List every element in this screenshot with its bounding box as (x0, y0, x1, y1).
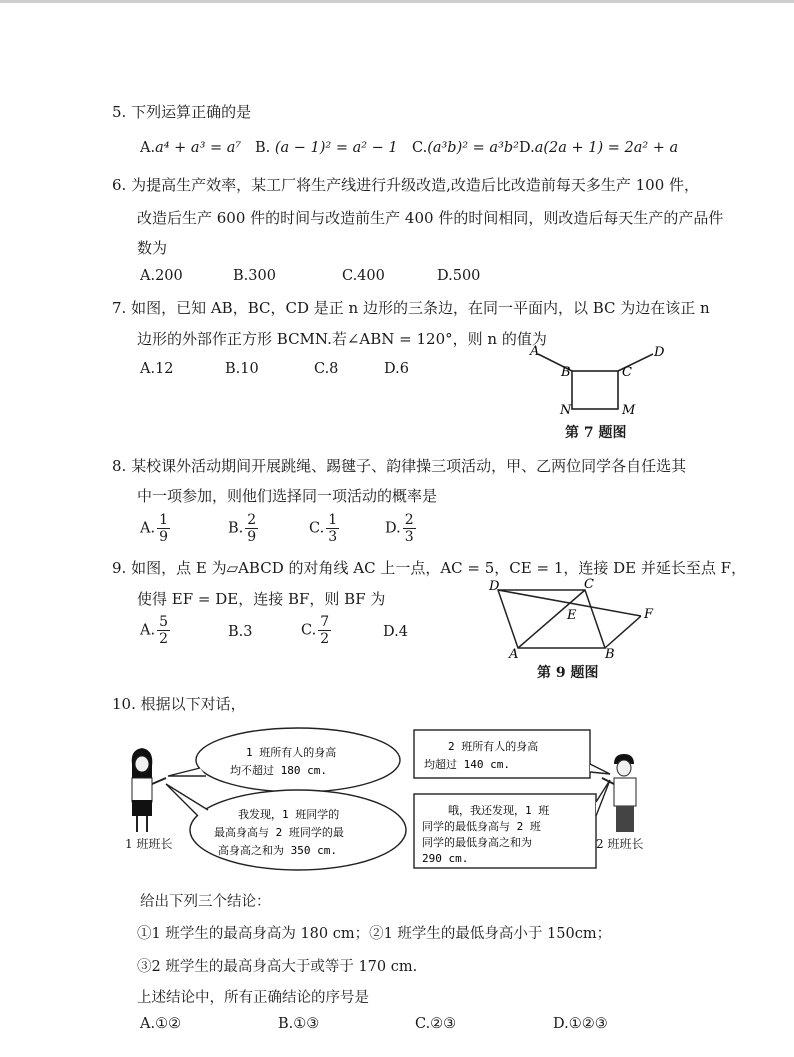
q10-bubble-4-line-2: 同学的最低身高与 2 班 (422, 820, 541, 833)
q8-option-a (140, 512, 170, 545)
q10-dialogue-illustration (118, 720, 658, 880)
q7-option-a: A.12 (140, 361, 174, 377)
q6-line-1: 6. 为提高生产效率，某工厂将生产线进行升级改造,改造后比改造前每天多生产 100 件， (112, 176, 700, 194)
q8-option-d (385, 512, 416, 545)
q6-option-c: C.400 (342, 268, 385, 284)
q8-option-b-numerator: 2 (247, 512, 257, 528)
q7-line-2: 边形的外部作正方形 BCMN.若∠ABN = 120°，则 n 的值为 (137, 330, 547, 348)
q7-label-n: N (560, 403, 572, 418)
q10-bubble-3-line-2: 均超过 140 cm. (424, 758, 510, 771)
q8-option-c-numerator: 1 (328, 512, 338, 528)
q7-option-c: C.8 (314, 361, 339, 377)
q10-bubble-1-line-1: 1 班所有人的身高 (246, 746, 337, 759)
q9-option-c (301, 614, 331, 647)
q8-option-a-denominator: 9 (159, 529, 169, 545)
q7-figure-caption: 第 7 题图 (565, 425, 627, 441)
q10-bubble-1-line-2: 均不超过 180 cm. (230, 764, 327, 777)
q10-person-1-label: 1 班班长 (125, 837, 173, 851)
q8-option-b-fraction (245, 512, 258, 545)
q10-option-a: A.①② (140, 1016, 182, 1032)
q10-person-2-figure (602, 754, 636, 832)
q6-option-b: B.300 (233, 268, 276, 284)
q9-option-c-numerator: 7 (320, 614, 330, 630)
q8-option-a-numerator: 1 (159, 512, 169, 528)
q9-option-c-fraction (318, 614, 331, 647)
q10-bubble-4-line-3: 同学的最低身高之和为 (422, 836, 532, 849)
page-top-border (0, 0, 794, 3)
q10-bubble-2-line-2: 最高身高与 2 班同学的最 (214, 826, 344, 839)
q10-bubble-3-line-1: 2 班所有人的身高 (448, 740, 539, 753)
q8-line-1: 8. 某校课外活动期间开展跳绳、踢毽子、韵律操三项活动，甲、乙两位同学各自任选其 (112, 457, 687, 475)
q8-option-a-fraction (157, 512, 170, 545)
q9-label-f: F (644, 607, 654, 622)
q9-option-a (140, 614, 170, 647)
q5-option-a (140, 138, 241, 158)
q8-line-2: 中一项参加，则他们选择同一项活动的概率是 (137, 487, 438, 505)
q8-option-d-denominator: 3 (404, 529, 414, 545)
q5-option-d (519, 138, 678, 158)
q9-option-b: B.3 (228, 624, 253, 640)
q8-option-b (228, 512, 258, 545)
q9-figure (483, 578, 663, 660)
q10-bubble-1 (196, 728, 400, 792)
q5-option-c (412, 138, 519, 158)
q10-bubble-2-line-1: 我发现，1 班同学的 (238, 808, 340, 821)
q9-label-e: E (567, 608, 577, 623)
q8-option-c (309, 512, 339, 545)
q9-option-a-label: A. (140, 622, 156, 639)
q8-option-b-denominator: 9 (247, 529, 257, 545)
q9-label-a: A (509, 647, 519, 660)
q5-option-b (255, 138, 398, 158)
q5-option-c-label: C. (412, 140, 428, 156)
q8-option-d-fraction (403, 512, 416, 545)
q10-intro: 给出下列三个结论： (140, 894, 271, 910)
q10-conclusion-line-1: ①1 班学生的最高身高为 180 cm；②1 班学生的最低身高小于 150cm； (137, 926, 612, 942)
q10-bubble-4-line-1: 哦，我还发现，1 班 (448, 804, 550, 817)
q7-figure (520, 340, 680, 422)
q6-option-a: A.200 (140, 268, 183, 284)
q7-label-d: D (654, 345, 665, 360)
q8-option-c-denominator: 3 (328, 529, 338, 545)
q10-bubble-2-line-3: 高身高之和为 350 cm. (218, 844, 337, 857)
q10-ask: 上述结论中，所有正确结论的序号是 (137, 990, 369, 1006)
q5-stem: 5. 下列运算正确的是 (112, 103, 252, 121)
q10-conclusion-line-2: ③2 班学生的最高身高大于或等于 170 cm. (137, 959, 418, 975)
q5-option-b-label: B. (255, 140, 271, 156)
q9-option-c-label: C. (301, 622, 317, 639)
q9-option-a-numerator: 5 (159, 614, 169, 630)
q5-option-d-expr: a(2a + 1) = 2a² + a (534, 140, 679, 156)
q8-option-d-label: D. (385, 520, 401, 537)
q8-option-d-numerator: 2 (404, 512, 414, 528)
q5-option-c-expr: (a³b)² = a³b² (427, 140, 519, 156)
q8-option-a-label: A. (140, 520, 156, 537)
q5-option-a-label: A. (140, 140, 156, 156)
q7-label-c: C (622, 365, 632, 380)
q7-option-d: D.6 (384, 361, 409, 377)
q9-segment-bf (605, 616, 641, 648)
q10-bubble-4-line-4: 290 cm. (422, 852, 469, 865)
q10-option-c: C.②③ (415, 1016, 457, 1032)
q9-line-2: 使得 EF = DE，连接 BF，则 BF 为 (137, 590, 386, 608)
q10-bubble-1-tail (168, 768, 206, 776)
q10-stem: 10. 根据以下对话， (112, 695, 246, 713)
q8-option-c-fraction (326, 512, 339, 545)
q5-option-b-expr: (a − 1)² = a² − 1 (274, 140, 398, 156)
q9-line-1: 9. 如图，点 E 为▱ABCD 的对角线 AC 上一点，AC = 5，CE = 1，连接 DE 并延长至点 F， (112, 559, 747, 577)
q9-option-d: D.4 (383, 624, 408, 640)
q9-label-b: B (605, 647, 615, 660)
q6-line-3: 数为 (137, 239, 168, 257)
q8-option-c-label: C. (309, 520, 325, 537)
q7-option-b: B.10 (225, 361, 259, 377)
q6-option-d: D.500 (437, 268, 481, 284)
q8-option-b-label: B. (228, 520, 244, 537)
q10-bubble-2-tail (166, 784, 208, 816)
q10-option-b: B.①③ (278, 1016, 320, 1032)
q9-label-d: D (489, 579, 500, 594)
q10-person-2-label: 2 班班长 (596, 837, 644, 851)
q9-label-c: C (584, 578, 594, 592)
q10-option-d: D.①②③ (553, 1016, 608, 1032)
q7-label-m: M (622, 403, 636, 418)
q9-option-a-fraction (157, 614, 170, 647)
q5-option-d-label: D. (519, 140, 535, 156)
q7-label-b: B (561, 365, 571, 380)
q9-option-a-denominator: 2 (159, 631, 169, 647)
q10-bubble-4-tail (596, 780, 610, 816)
q10-person-1-figure (132, 748, 166, 832)
q5-option-a-expr: a⁴ + a³ = a⁷ (155, 140, 242, 156)
q7-line-1: 7. 如图，已知 AB，BC，CD 是正 n 边形的三条边，在同一平面内，以 BC 为边在该正 n (112, 299, 710, 317)
q9-option-c-denominator: 2 (320, 631, 330, 647)
q9-figure-caption: 第 9 题图 (537, 665, 599, 681)
q10-bubble-3-tail (590, 764, 610, 774)
q6-line-2: 改造后生产 600 件的时间与改造前生产 400 件的时间相同，则改造后每天生产的产品件 (137, 209, 724, 227)
q7-label-a: A (530, 344, 540, 359)
q7-square-bcmn (572, 371, 618, 409)
